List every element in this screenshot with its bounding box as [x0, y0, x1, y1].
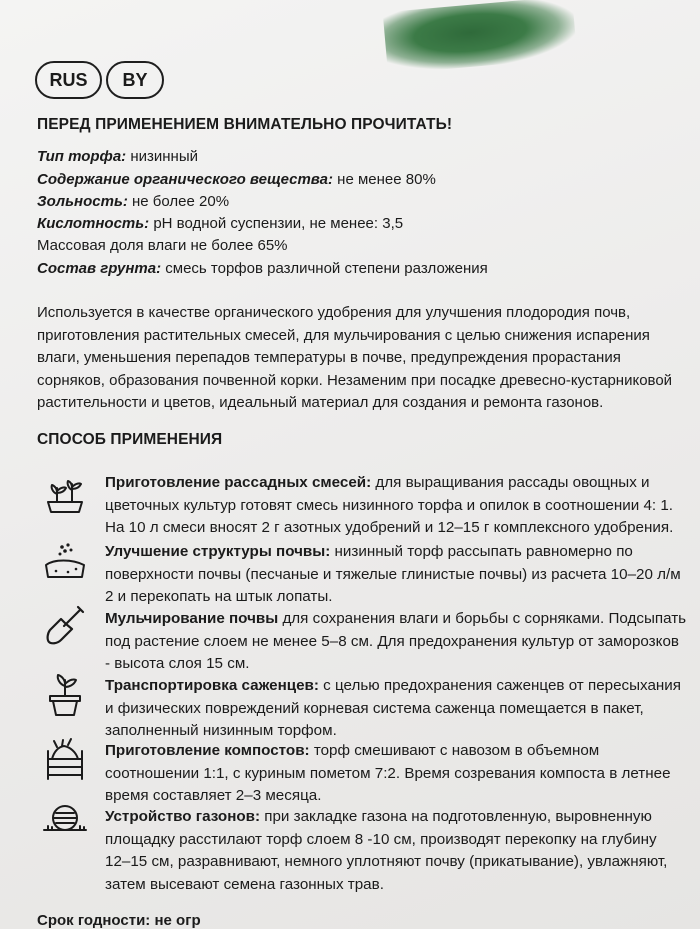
method-line: затем высевают семена газонных трав. [105, 875, 384, 893]
method-title: Мульчирование почвы [105, 610, 279, 627]
method-lawn [105, 806, 690, 896]
method-line: - высота слоя 15 см. [105, 655, 250, 672]
method-text: при закладке газона на подготовленную, выровненную [260, 808, 652, 825]
shelf-life-text: Срок годности: не огр [37, 912, 201, 929]
method-line: и физических повреждений корневая система саженца помещается в пакет, [105, 699, 644, 717]
method-text: низинный торф рассыпать равномерно по [330, 543, 633, 560]
method-title: Приготовление рассадных смесей: [105, 474, 372, 491]
lang-badge-by: BY [106, 61, 164, 99]
method-line: под растение слоем не менее 5–8 см. Для предохранения культур от заморозков [105, 632, 679, 650]
prop-ash [37, 193, 229, 210]
prop-value: Массовая доля влаги не более 65% [37, 237, 288, 254]
lawn-roll-icon [42, 800, 88, 844]
method-line: 12–15 см, разравнивают, немного уплотняют почву (прикатывание), увлажняют, [105, 853, 668, 870]
method-line: площадку расстилают торф слоем 8 -10 см, производят перекопку на глубину [105, 830, 657, 848]
description-line: растительности и цветов, идеальный материал для создания и ремонта газонов. [37, 394, 604, 411]
method-text: для выращивания рассады овощных и [371, 474, 650, 491]
prop-value: не менее 80% [333, 171, 436, 188]
prop-value: смесь торфов различной степени разложения [161, 260, 488, 277]
description-line: приготовления растительных смесей, для мульчирования с целью снижения испарения [37, 326, 650, 344]
description-line: влаги, уменьшения перепадов температуры в почве, предупреждения прорастания [37, 349, 621, 366]
method-text: торф смешивают с навозом в объемном [309, 742, 600, 759]
method-title: Приготовление компостов: [105, 742, 310, 759]
method-line: На 10 л смеси вносят 2 г азотных удобрений и 12–15 г комплексного удобрения. [105, 519, 674, 536]
prop-composition [37, 260, 488, 277]
prop-value: pH водной суспензии, не менее: 3,5 [149, 215, 404, 232]
prop-label: Кислотность: [37, 215, 150, 232]
description-paragraph [37, 302, 677, 415]
method-line: цветочных культур готовят смесь низинного торфа и опилок в соотношении 4: 1. [105, 496, 674, 514]
method-title: Транспортировка саженцев: [105, 677, 319, 694]
prop-moisture [37, 237, 288, 254]
method-line: заполненный низинным торфом. [105, 722, 337, 739]
description-line: сорняков, образования почвенной корки. Незаменим при посадке древесно-кустарниковой [37, 371, 673, 389]
lang-badge-rus: RUS [35, 61, 102, 99]
method-line [105, 608, 690, 631]
method-line: 2 и перекопать на штык лопаты. [105, 588, 333, 605]
description-line: Используется в качестве органического удобрения для улучшения плодородия почв, [37, 304, 631, 321]
green-ink-smudge [383, 0, 578, 74]
soil-granules-icon [42, 539, 88, 583]
compost-bin-icon [42, 737, 88, 781]
potted-plant-icon [42, 672, 88, 716]
method-compost [105, 740, 690, 808]
prop-value: низинный [126, 148, 198, 165]
method-line: соотношении 1:1, с куриным пометом 7:2. Время созревания компоста в летнее [105, 764, 671, 782]
method-line [105, 541, 690, 564]
prop-acidity [37, 215, 403, 232]
method-text: для сохранения влаги и борьбы с сорняками. Подсыпать [278, 610, 687, 627]
prop-peat-type [37, 148, 198, 165]
method-line: поверхности почвы (песчаные и тяжелые глинистые почвы) из расчета 10–20 л/м [105, 565, 681, 583]
shovel-icon [42, 604, 88, 648]
method-transport [105, 675, 690, 743]
prop-label: Зольность: [37, 193, 128, 210]
method-mulching [105, 608, 690, 676]
method-line [105, 740, 690, 763]
method-text: с целью предохранения саженцев от пересыхания [318, 677, 682, 694]
method-line: время составляет 2–3 месяца. [105, 787, 322, 804]
prop-label: Тип торфа: [37, 148, 127, 165]
method-title: Устройство газонов: [105, 808, 261, 825]
method-line [105, 806, 690, 829]
prop-label: Содержание органического вещества: [37, 171, 334, 188]
seedlings-tray-icon [42, 472, 88, 516]
method-heading: СПОСОБ ПРИМЕНЕНИЯ [37, 431, 223, 448]
prop-value: не более 20% [127, 193, 230, 210]
method-line [105, 675, 690, 698]
prop-label: Состав грунта: [37, 260, 162, 277]
prop-organic-content [37, 171, 436, 188]
warning-heading: ПЕРЕД ПРИМЕНЕНИЕМ ВНИМАТЕЛЬНО ПРОЧИТАТЬ! [37, 116, 453, 133]
method-soil-structure [105, 541, 690, 609]
method-line [105, 472, 690, 495]
method-title: Улучшение структуры почвы: [105, 543, 331, 560]
method-seedling-mix [105, 472, 690, 540]
